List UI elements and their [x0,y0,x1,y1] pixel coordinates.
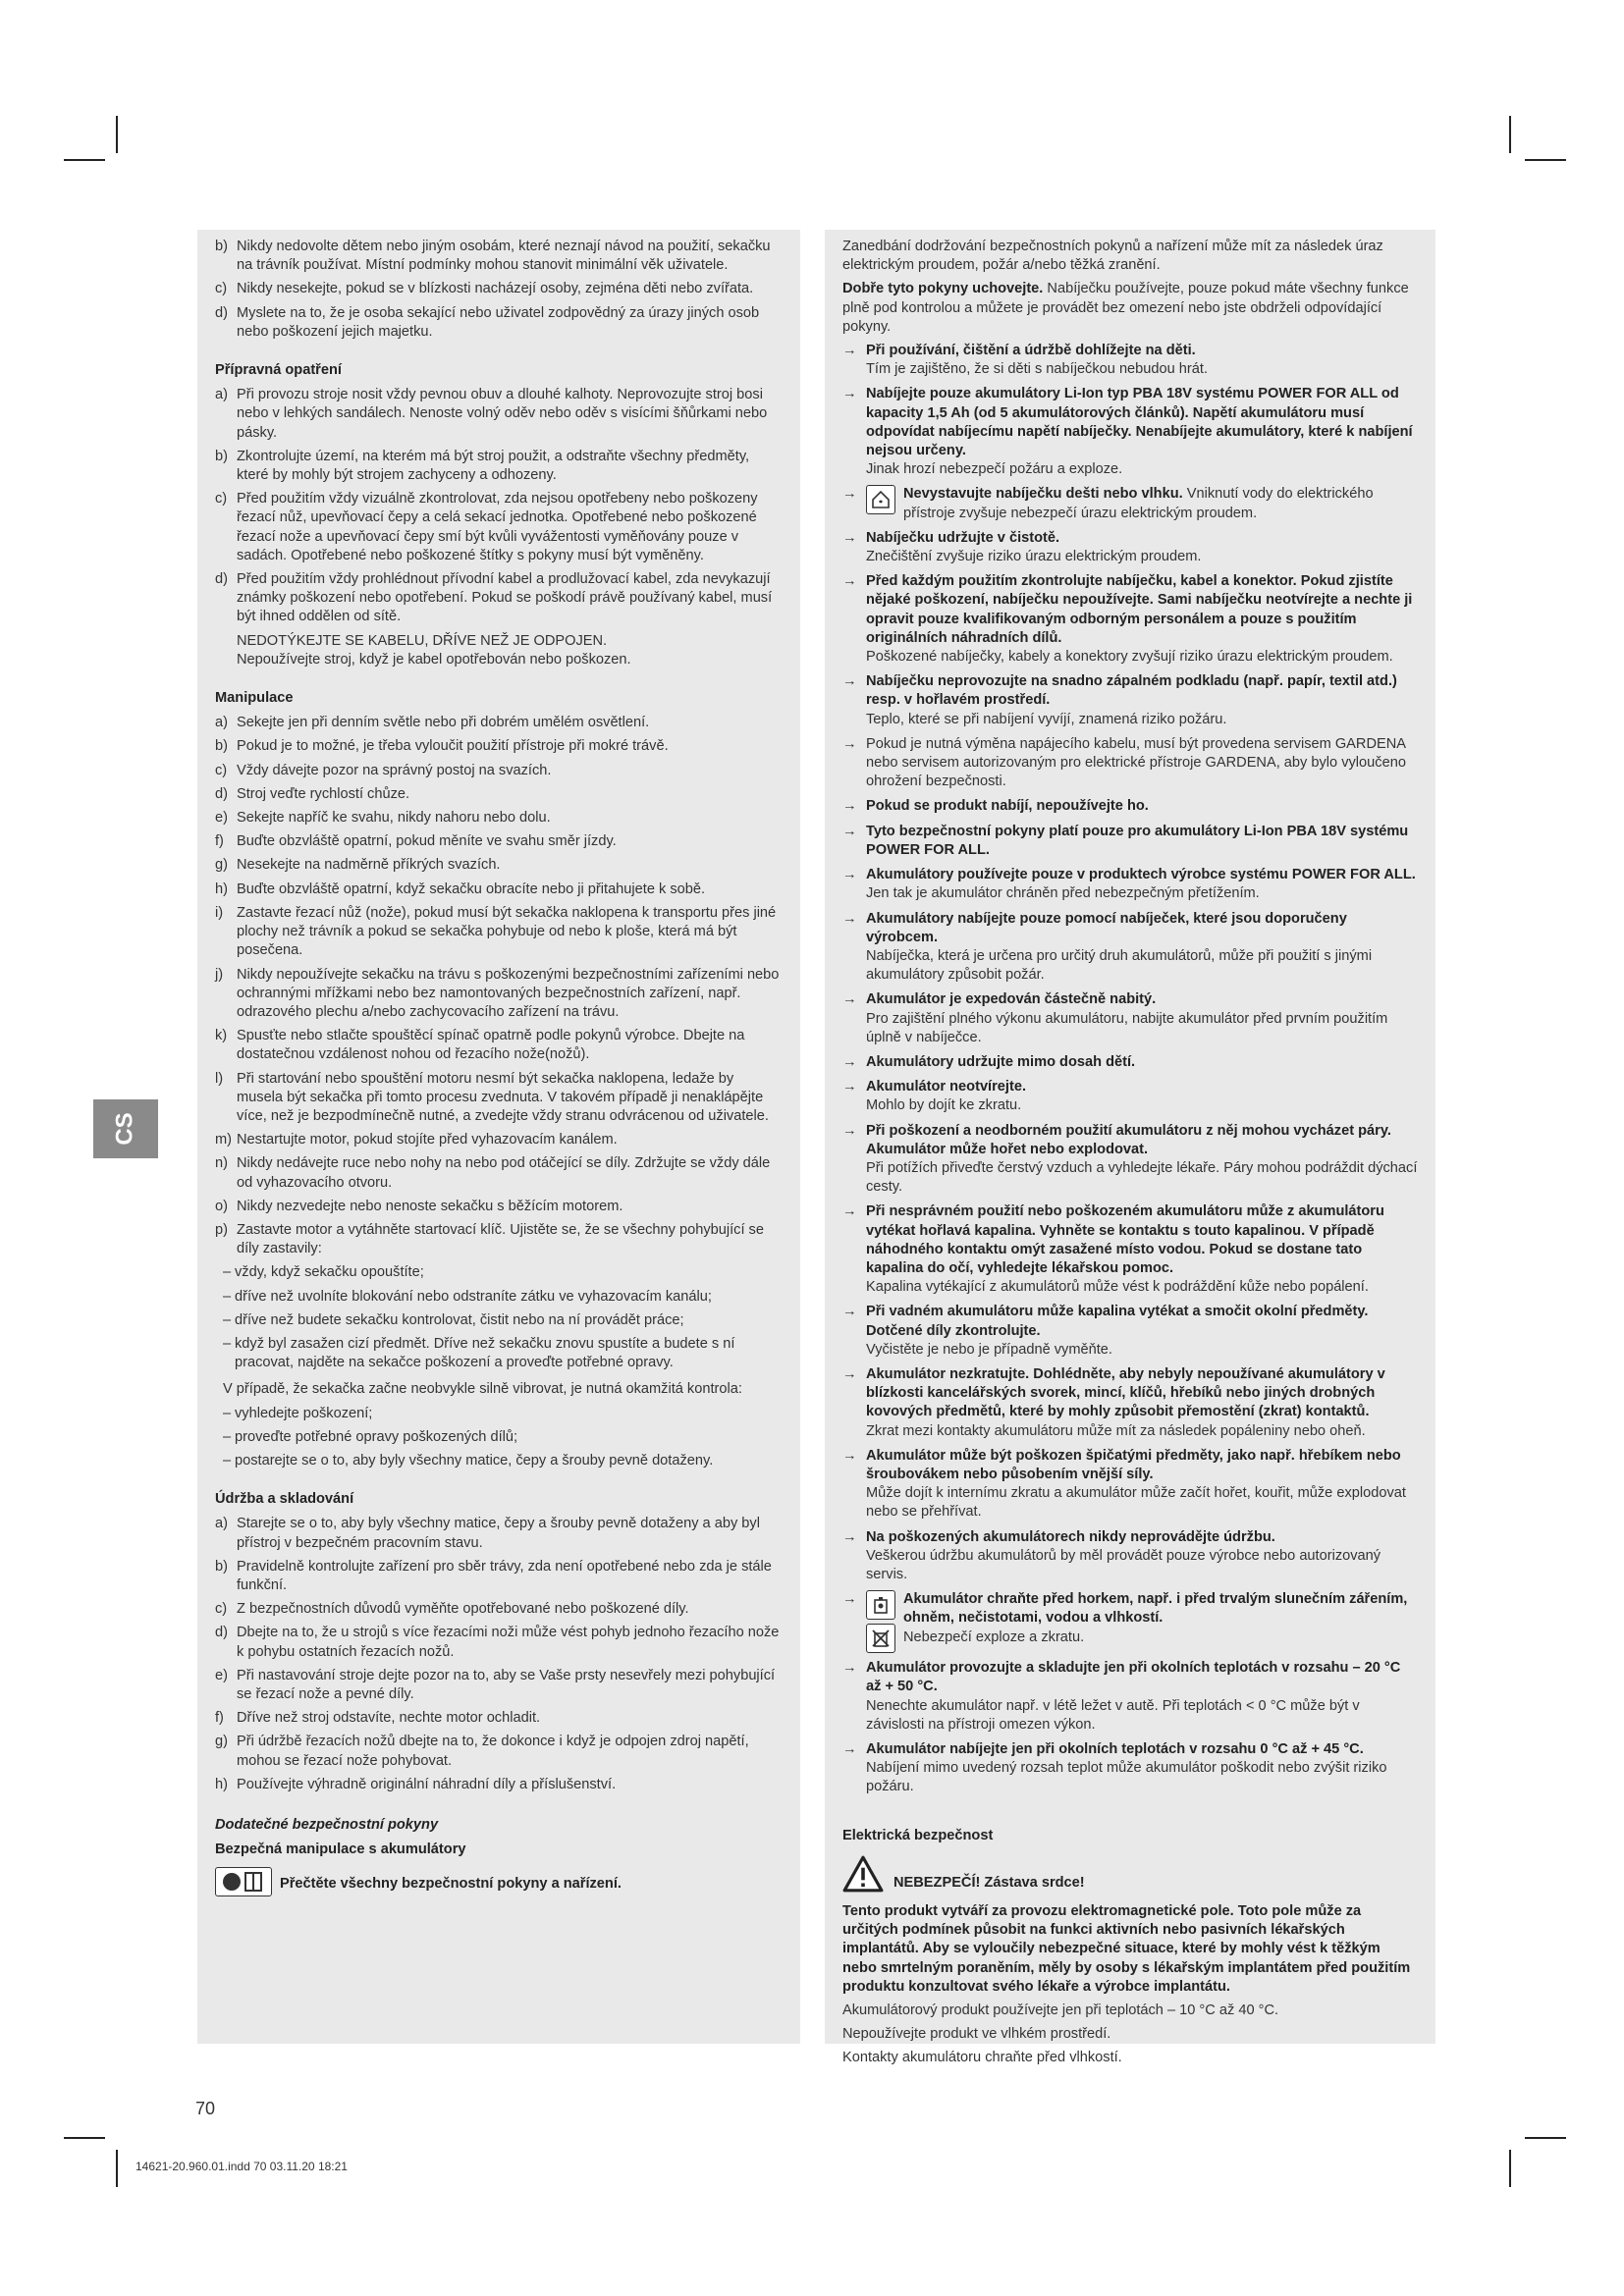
house-rain-icon [866,485,895,514]
item-label: e) [215,1667,228,1683]
item-text: Při údržbě řezacích nožů dbejte na to, že dokonce i když je odpojen zdroj napětí, mohou se řezací nože pohybovat. [237,1734,749,1769]
arrow-item [842,1202,1418,1297]
item-label: b) [215,448,228,464]
item-text: Z bezpečnostních důvodů vyměňte opotřebované nebo poškozené díly. [237,1601,689,1618]
final-line: Nepoužívejte produkt ve vlhkém prostředí. [842,2026,1111,2043]
arrow-bold: Tyto bezpečnostní pokyny platí pouze pro akumulátory Li-Ion PBA 18V systému POWER FOR ALL. [866,823,1409,858]
page-number: 70 [195,2099,216,2118]
list-item [215,966,783,1023]
list-item [215,1154,783,1192]
dash-text: když byl zasažen cizí předmět. Dříve než sekačku znovu spustíte a budete s ní pracovat, najděte na sekačce poškození a proveďte potřebné opravy. [235,1335,735,1371]
item-text: Nikdy nedovolte dětem nebo jiným osobám, které neznají návod na použití, sekačku na trávník používat. Místní podmínky mohou stanovit minimální věk uživatele. [237,239,771,274]
crop-mark [116,116,118,153]
dash-glyph: – [223,1405,232,1421]
arrow-glyph: → [842,386,857,402]
arrow-item [842,990,1418,1047]
list-item [215,280,783,298]
item-label: m) [215,1132,233,1148]
dash-glyph: – [223,1428,232,1445]
list-item [215,304,783,342]
arrow-item [842,1122,1418,1198]
rain-text: Vniknutí vody do elektrického přístroje zvyšuje nebezpečí úrazu elektrickým proudem. [903,486,1374,521]
item-text: Pravidelně kontrolujte zařízení pro sběr trávy, zda není opotřebené nebo zda je stále funkční. [237,1558,772,1593]
section-heading-handling: Manipulace [215,690,294,707]
rain-bold: Nevystavujte nabíječku dešti nebo vlhku. [903,486,1183,503]
crop-mark [64,2137,105,2139]
list-item [215,1667,783,1704]
arrow-text: Nenechte akumulátor např. v létě ležet v autě. Při teplotách < 0 °C může být v závislosti na přístroji omezen výkon. [866,1697,1360,1733]
list-item [215,1624,783,1661]
no-fire-icon [866,1624,895,1653]
list-item [215,1558,783,1595]
item-text: Zastavte motor a vytáhněte startovací klíč. Ujistěte se, že se všechny pohybující se díly zastavily: [237,1221,764,1257]
arrow-bold: Akumulátor nabíjejte jen při okolních teplotách v rozsahu 0 °C až + 45 °C. [866,1741,1364,1758]
item-text: Při nastavování stroje dejte pozor na to, aby se Vaše prsty nesevřely mezi pohybující se řezací nože a pevné díly. [237,1667,776,1702]
item-label: h) [215,1776,228,1792]
arrow-item [842,385,1418,479]
dash-text: vyhledejte poškození; [235,1405,373,1421]
arrow-bold: Akumulátory používejte pouze v produktech výrobce systému POWER FOR ALL. [866,867,1416,883]
arrow-glyph: → [842,486,857,503]
item-text: Myslete na to, že je osoba sekající nebo uživatel zodpovědný za úrazy jiných osob nebo poškození jejich majetku. [237,304,760,340]
item-label: h) [215,881,228,897]
danger-text: Tento produkt vytváří za provozu elektromagnetické pole. Toto pole může za určitých podmínek působit na funkci aktivních nebo pasivních lékařských implantátů. Aby se vyloučily nebezpečné situace, které by mohly vést k těžkým nebo smrtelným poraněním, měly by osoby s lékařským implantátem před použitím produktu konzultovat svého lékaře a výrobce implantátu. [842,1903,1411,1995]
keep-bold: Dobře tyto pokyny uchovejte. [842,281,1044,297]
arrow-item [842,1365,1418,1441]
dash-text: proveďte potřebné opravy poškozených dílů; [235,1428,518,1445]
item-label: a) [215,715,228,731]
arrow-item [842,572,1418,667]
item-text: Buďte obzvláště opatrní, když sekačku obracíte nebo ji přitahujete k sobě. [237,881,706,897]
arrow-glyph: → [842,1304,857,1320]
dash-item [223,1335,783,1372]
arrow-item [842,529,1418,566]
arrow-glyph: → [842,1660,857,1677]
arrow-item [842,1528,1418,1585]
heat-bold: Akumulátor chraňte před horkem, např. i před trvalým slunečním zářením, ohněm, nečistotami, vodou a vlhkostí. [903,1591,1408,1627]
arrow-bold: Nabíječku neprovozujte na snadno zápalném podkladu (např. papír, textil atd.) resp. v hořlavém prostředí. [866,673,1397,709]
item-label: d) [215,304,228,321]
arrow-item [842,866,1418,903]
final-line: Kontakty akumulátoru chraňte před vlhkostí. [842,2050,1122,2066]
list-item [215,904,783,961]
arrow-glyph: → [842,1447,857,1464]
list-item [215,1600,783,1619]
item-text: Před použitím vždy vizuálně zkontrolovat, zda nejsou opotřebeny nebo poškozeny řezací nůž, upevňovací čepy a celá sekací jednotka. Opotřebené nebo poškozené řezací nože a upevňovací čepy smí být kvůli vyvážentosti vyměňovány pouze v sadách. Opotřebené nebo poškozené štítky s pokyny musí být vyměněny. [237,491,758,563]
item-label: e) [215,810,228,827]
item-label: j) [215,966,224,983]
item-label: c) [215,762,228,778]
section-heading-preparation: Přípravná opatření [215,362,342,379]
list-item [215,856,783,875]
arrow-text: Veškerou údržbu akumulátorů by měl provádět pouze výrobce nebo autorizovaný servis. [866,1547,1381,1582]
item-text: Zastavte řezací nůž (nože), pokud musí být sekačka naklopena k transportu přes jiné plochy než trávník a pokud se sekačka pohybuje od nebo k ploše, která má být posečena. [237,904,777,959]
heat-text: Nebezpečí exploze a zkratu. [903,1629,1085,1645]
dash-glyph: – [223,1288,232,1305]
language-tab: CS [93,1099,158,1158]
arrow-glyph: → [842,798,857,815]
arrow-item [842,735,1418,792]
arrow-bold: Akumulátor nezkratujte. Dohlédněte, aby nebyly nepoužívané akumulátory v blízkosti kancelářských svorek, mincí, klíčů, hřebíků nebo jiných drobných kovových předmětů, které by mohly způsobit přemostění (zkrat) kontaktů. [866,1365,1385,1420]
read-manual-icon [215,1867,272,1896]
final-lines [842,2002,1418,2068]
arrow-bold: Při nesprávném použití nebo poškozeném akumulátoru může z akumulátoru vytékat hořlavá kapalina. Vyhněte se kontaktu s touto kapalinou. V případě náhodného kontaktu omýt zasažené místo vodou. Pokud se dostane tato kapalina do očí, vyhledejte lékařskou pomoc. [866,1203,1384,1276]
final-line: Akumulátorový produkt používejte jen při teplotách – 10 °C až 40 °C. [842,2002,1279,2019]
item-text: Sekejte jen při denním světle nebo při dobrém umělém osvětlení. [237,715,650,731]
item-label: a) [215,1516,228,1532]
item-text: Nikdy nepoužívejte sekačku na trávu s poškozenými bezpečnostními zařízeními nebo ochrannými mřížkami nebo bez namontovaných bezpečnostních zařízení, např. odrazového plechu a/nebo zachycovacího zařízení na trávu. [237,966,780,1020]
prep-d-note: Nepoužívejte stroj, když je kabel opotřebován nebo poškozen. [237,651,631,667]
arrow-glyph: → [842,1365,857,1382]
arrow-item [842,342,1418,379]
arrow-text: Kapalina vytékající z akumulátorů může vést k podráždění kůže nebo popálení. [866,1279,1369,1296]
item-text: Nesekejte na nadměrně příkrých svazích. [237,857,501,874]
read-all-row [215,1867,783,1896]
warning-triangle-icon [842,1855,884,1898]
list-item [215,386,783,443]
item-text: Buďte obzvláště opatrní, pokud měníte ve svahu směr jízdy. [237,833,617,850]
item-label: c) [215,1601,228,1618]
item-label: o) [215,1198,228,1214]
arrow-bold: Akumulátor může být poškozen špičatými předměty, jako např. hřebíkem nebo šroubovákem nebo působením vnější síly. [866,1447,1401,1482]
crop-mark [1525,2137,1566,2139]
item-label: f) [215,1710,224,1727]
item-label: i) [215,904,224,921]
crop-mark [1525,159,1566,161]
item-text: Spusťte nebo stlačte spouštěcí spínač opatrně podle pokynů výrobce. Dbejte na dostatečnou vzdálenost nohou od řezacího nože(nožů). [237,1028,745,1063]
arrow-bold: Akumulátory udržujte mimo dosah dětí. [866,1053,1136,1070]
list-item [215,1709,783,1728]
arrow-text: Jinak hrozí nebezpečí požáru a exploze. [866,461,1123,478]
preparation-list [215,386,783,626]
intro-list [215,238,783,342]
dash-item [223,1263,783,1282]
arrow-item [842,910,1418,986]
dash-glyph: – [223,1264,232,1281]
item-label: d) [215,1625,228,1641]
dash-glyph: – [223,1452,232,1468]
section-heading-maintenance: Údržba a skladování [215,1491,354,1508]
item-text: Při provozu stroje nosit vždy pevnou obuv a dlouhé kalhoty. Neprovozujte stroj bosi nebo v lehkých sandálech. Nenoste volný oděv nebo oděv s visícími šňůrkami nebo pásky. [237,387,768,441]
item-text: Dříve než stroj odstavíte, nechte motor ochladit. [237,1710,541,1727]
read-all-text: Přečtěte všechny bezpečnostní pokyny a nařízení. [280,1876,622,1893]
list-item [215,570,783,627]
arrow-text: Tím je zajištěno, že si děti s nabíječkou nebudou hrát. [866,361,1209,378]
keep-instructions [842,280,1418,337]
arrow-bold: Nabíjejte pouze akumulátory Li-Ion typ PBA 18V systému POWER FOR ALL od kapacity 1,5 Ah (od 5 akumulátorových článků). Napětí akumulátoru musí odpovídat nabíjecímu napětí nabíječky. Nenabíjejte akumulátory, které k nabíjení nejsou určeny. [866,386,1413,459]
crop-mark [116,2150,118,2187]
item-text: Stroj veďte rychlostí chůze. [237,785,410,802]
arrow-item [842,797,1418,816]
arrow-item [842,1740,1418,1797]
arrow-bold: Akumulátor je expedován částečně nabitý. [866,991,1157,1008]
list-item [215,490,783,565]
item-label: b) [215,1558,228,1575]
list-item [215,714,783,732]
arrow-bold: Pokud se produkt nabíjí, nepoužívejte ho. [866,798,1149,815]
arrow-item [842,672,1418,729]
arrow-glyph: → [842,1528,857,1545]
dash-glyph: – [223,1335,232,1352]
crop-mark [1509,116,1511,153]
item-label: f) [215,833,224,850]
arrow-list-1 [842,342,1418,479]
arrow-glyph: → [842,991,857,1008]
list-item [215,1198,783,1216]
prep-d-extra [215,632,783,669]
arrow-bold: Akumulátory nabíjejte pouze pomocí nabíječek, které jsou doporučeny výrobcem. [866,910,1347,945]
item-label: d) [215,785,228,802]
item-text: Zkontrolujte území, na kterém má být stroj použit, a odstraňte všechny předměty, které by mohly být strojem zachyceny a odhozeny. [237,448,750,484]
arrow-item [842,1053,1418,1072]
handling-list [215,714,783,1258]
item-label: c) [215,491,228,507]
item-text: Nikdy nesekejte, pokud se v blízkosti nacházejí osoby, zejména děti nebo zvířata. [237,281,754,297]
arrow-glyph: → [842,735,857,752]
item-text: Starejte se o to, aby byly všechny matice, čepy a šrouby pevně dotaženy a aby byl přístroj v bezpečném pracovním stavu. [237,1516,760,1551]
arrow-item [842,1447,1418,1522]
arrow-bold: Před každým použitím zkontrolujte nabíječku, kabel a konektor. Pokud zjistíte nějaké poškození, nabíječku nepoužívejte. Sami nabíječku neotvírejte a nechte ji opravit pouze kvalifikovaným odborným personálem a pouze s použitím originálních náhradních dílů. [866,573,1413,646]
arrow-text: Při potížích přiveďte čerstvý vzduch a vyhledejte lékaře. Páry mohou podráždit dýchací cesty. [866,1159,1418,1196]
arrow-bold: Nabíječku udržujte v čistotě. [866,529,1060,546]
list-item [215,809,783,828]
item-text: Sekejte napříč ke svahu, nikdy nahoru nebo dolu. [237,810,551,827]
item-label: p) [215,1221,228,1238]
list-item [215,1776,783,1794]
caps-warning: NEDOTÝKEJTE SE KABELU, DŘÍVE NEŽ JE ODPOJEN. [237,632,608,649]
list-item [215,1027,783,1064]
danger-row [842,1855,1418,1898]
battery-sun-icon [866,1590,895,1620]
arrow-text: Nabíjení mimo uvedený rozsah teplot může akumulátor poškodit nebo zvýšit riziko požáru. [866,1760,1387,1795]
battery-heading: Bezpečná manipulace s akumulátory [215,1842,466,1858]
arrow-text: Pokud je nutná výměna napájecího kabelu, musí být provedena servisem GARDENA nebo servisem autorizovaným pro elektrické přístroje GARDENA, aby bylo vyloučeno ohrožení bezpečnosti. [866,735,1406,790]
keep-rest: Nabíječku používejte, pouze pokud máte všechny funkce plně pod kontrolou a můžete je provádět bez omezení nebo jste obdrželi odpovídající pokyny. [842,281,1409,335]
intro-text: Zanedbání dodržování bezpečnostních pokynů a nařízení může mít za následek úraz elektrickým proudem, požár a/nebo těžká zranění. [842,239,1383,274]
list-item [215,1070,783,1127]
item-text: Nikdy nedávejte ruce nebo nohy na nebo pod otáčející se díly. Zdržujte se vždy dále od vyhazovacího otvoru. [237,1155,771,1191]
dash-glyph: – [223,1311,232,1328]
arrow-text: Poškozené nabíječky, kabely a konektory zvyšují riziko úrazu elektrickým proudem. [866,649,1393,666]
item-text: Používejte výhradně originální náhradní díly a příslušenství. [237,1776,617,1792]
arrow-text: Může dojít k internímu zkratu a akumulátor může začít hořet, kouřit, může explodovat nebo se přehřívat. [866,1485,1406,1521]
item-label: g) [215,857,228,874]
arrow-text: Mohlo by dojít ke zkratu. [866,1097,1022,1114]
arrow-text: Znečištění zvyšuje riziko úrazu elektrickým proudem. [866,549,1202,565]
item-label: g) [215,1734,228,1750]
arrow-text: Pro zajištění plného výkonu akumulátoru, nabijte akumulátor před prvním použitím úplně v nabíječce. [866,1010,1388,1045]
item-text: Nikdy nezvedejte nebo nenoste sekačku s běžícím motorem. [237,1198,623,1214]
arrow-glyph: → [842,867,857,883]
arrow-list-3 [842,1659,1418,1796]
item-text: Dbejte na to, že u strojů s více řezacími noži může vést pohyb jednoho řezacího nože k pohybu ostatních řezacích nožů. [237,1625,780,1660]
dash-item [223,1428,783,1447]
item-label: b) [215,738,228,755]
section-heading-additional: Dodatečné bezpečnostní pokyny [215,1817,439,1834]
item-label: a) [215,387,228,403]
list-item [215,762,783,780]
list-item [215,1733,783,1770]
section-heading-electrical: Elektrická bezpečnost [842,1827,994,1843]
arrow-glyph: → [842,910,857,927]
arrow-item [842,1659,1418,1735]
arrow-glyph: → [842,1079,857,1095]
list-item [215,238,783,275]
arrow-bold: Akumulátor neotvírejte. [866,1079,1026,1095]
item-text: Pokud je to možné, je třeba vyloučit použití přístroje při mokré trávě. [237,738,669,755]
item-label: l) [215,1070,224,1087]
arrow-glyph: → [842,1053,857,1070]
list-item [215,1131,783,1149]
arrow-item [842,823,1418,860]
arrow-text: Jen tak je akumulátor chráněn před nebezpečným přetížením. [866,885,1260,902]
rain-item [842,485,1418,522]
list-item [215,832,783,851]
dash-text: dříve než budete sekačku kontrolovat, čistit nebo na ní provádět práce; [235,1311,684,1328]
vibration-dash-list [215,1405,783,1471]
arrow-bold: Na poškozených akumulátorech nikdy neprovádějte údržbu. [866,1528,1275,1545]
dash-item [223,1452,783,1470]
list-item [215,448,783,485]
p-dash-list [215,1263,783,1372]
arrow-bold: Při poškození a neodborném použití akumulátoru z něj mohou vycházet páry. Akumulátor může hořet nebo explodovat. [866,1122,1391,1157]
item-label: c) [215,281,228,297]
dash-item [223,1311,783,1330]
item-label: n) [215,1155,228,1172]
arrow-bold: Akumulátor provozujte a skladujte jen při okolních teplotách v rozsahu – 20 °C až + 50 °C. [866,1660,1401,1695]
arrow-glyph: → [842,1122,857,1139]
arrow-glyph: → [842,823,857,839]
dash-text: postarejte se o to, aby byly všechny matice, čepy a šrouby pevně dotaženy. [235,1452,714,1468]
list-item [215,881,783,899]
left-column [197,230,800,2044]
danger-title: NEBEZPEČÍ! Zástava srdce! [893,1875,1085,1892]
item-text: Před použitím vždy prohlédnout přívodní kabel a prodlužovací kabel, zda nevykazují známky poškození nebo opotřebení. Pokud se poškodí právě používaný kabel, musí být ihned oddělen od sítě. [237,571,773,625]
dash-item [223,1288,783,1307]
arrow-glyph: → [842,1591,857,1608]
vibration-text: V případě, že sekačka začne neobvykle silně vibrovat, je nutná okamžitá kontrola: [223,1381,742,1398]
item-text: Nestartujte motor, pokud stojíte před vyhazovacím kanálem. [237,1132,618,1148]
dash-item [223,1405,783,1423]
list-item [215,737,783,756]
arrow-glyph: → [842,673,857,690]
arrow-bold: Při používání, čištění a údržbě dohlížejte na děti. [866,343,1196,359]
dash-text: dříve než uvolníte blokování nebo odstraníte zátku ve vyhazovacím kanálu; [235,1288,712,1305]
dash-text: vždy, když sekačku opouštíte; [235,1264,424,1281]
arrow-glyph: → [842,1741,857,1758]
arrow-glyph: → [842,529,857,546]
maintenance-list [215,1515,783,1794]
arrow-glyph: → [842,1203,857,1220]
item-text: Při startování nebo spouštění motoru nesmí být sekačka naklopena, ledaže by musela být sekačka při tomto procesu zvednuta. V takovém případě ji nenaklápějte více, než je bezpodmínečně nutné, a zvedejte vždy stranu odvrácenou od uživatele. [237,1070,769,1124]
right-column [825,230,1435,2066]
footer-file-info: 14621-20.960.01.indd 70 03.11.20 18:21 [135,2160,348,2173]
list-item [215,1515,783,1552]
arrow-text: Zkrat mezi kontakty akumulátoru může mít za následek popáleniny nebo oheň. [866,1422,1366,1439]
arrow-bold: Při vadném akumulátoru může kapalina vytékat a smočit okolní předměty. Dotčené díly zkontrolujte. [866,1304,1369,1339]
arrow-item [842,1303,1418,1360]
arrow-glyph: → [842,343,857,359]
item-label: b) [215,239,228,254]
arrow-text: Teplo, které se při nabíjení vyvíjí, znamená riziko požáru. [866,711,1227,727]
arrow-glyph: → [842,573,857,590]
crop-mark [1509,2150,1511,2187]
arrow-text: Nabíječka, která je určena pro určitý druh akumulátorů, může při použití s jinými akumulátory způsobit požár. [866,947,1373,984]
arrow-item [842,1078,1418,1115]
arrow-text: Vyčistěte je nebo je případně vyměňte. [866,1341,1112,1358]
crop-mark [64,159,105,161]
arrow-list-2 [842,529,1418,1584]
item-label: d) [215,571,228,588]
list-item [215,1221,783,1258]
list-item [215,785,783,804]
item-label: k) [215,1028,228,1044]
heat-item [842,1590,1418,1653]
item-text: Vždy dávejte pozor na správný postoj na svazích. [237,762,552,778]
